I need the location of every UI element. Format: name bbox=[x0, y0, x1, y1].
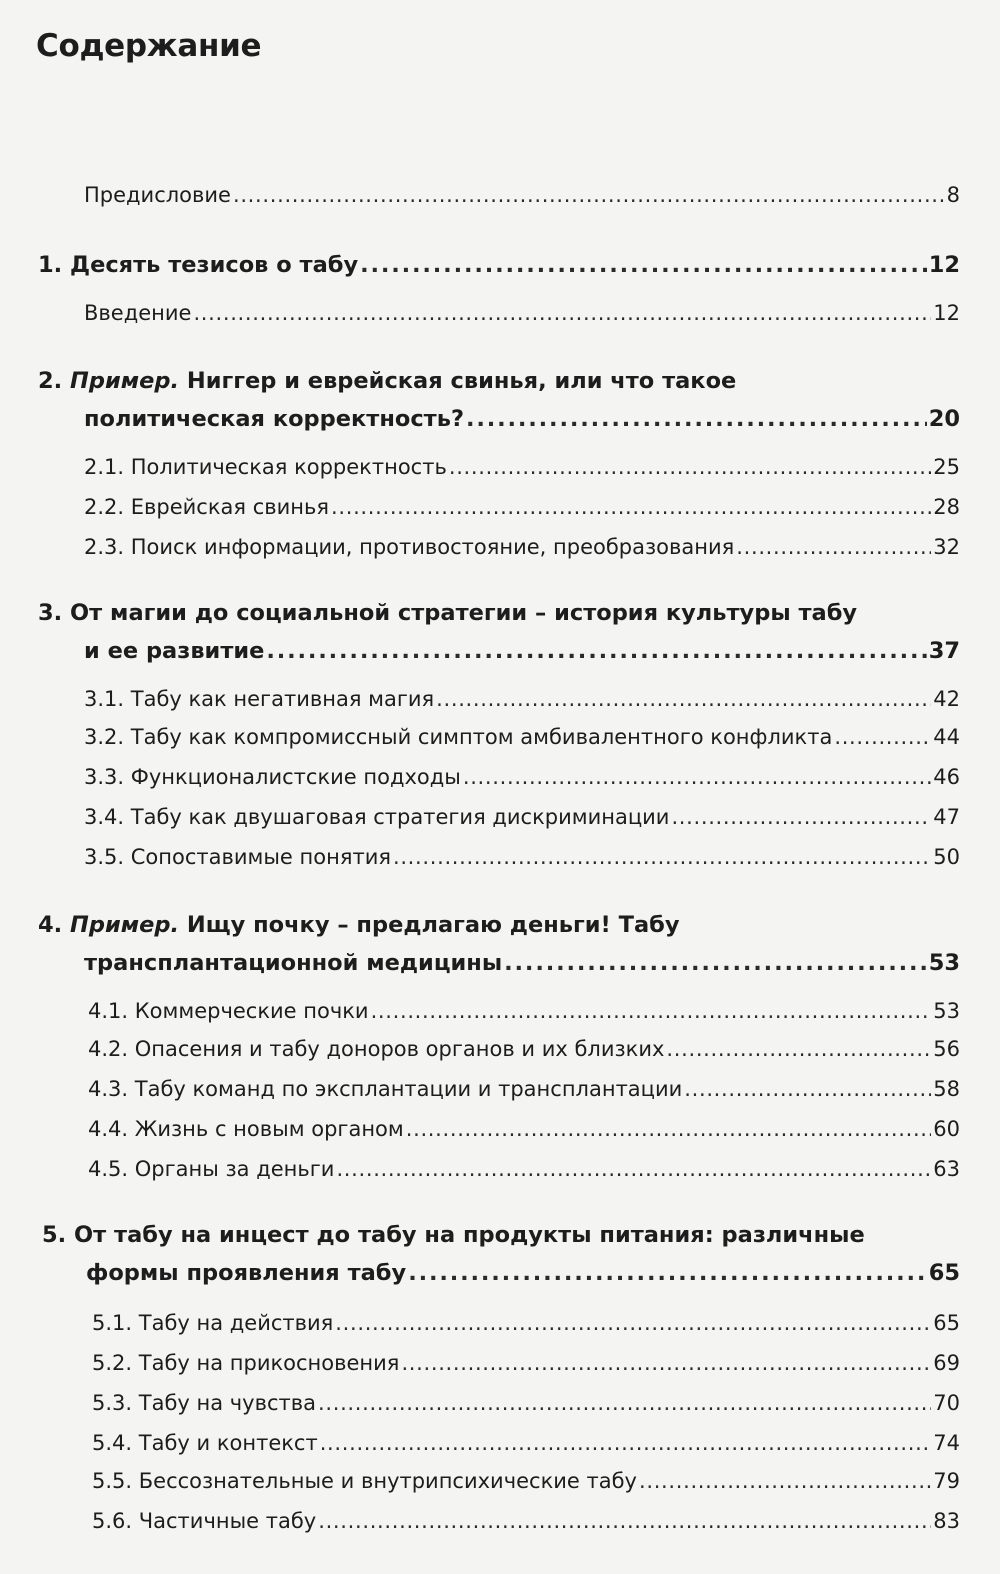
entry-label: 4.5. Органы за деньги bbox=[88, 1157, 335, 1181]
toc-entry-preface[interactable] bbox=[84, 182, 960, 208]
toc-section[interactable] bbox=[84, 724, 960, 750]
toc-chapter-4[interactable] bbox=[84, 950, 960, 976]
entry-label: 5.3. Табу на чувства bbox=[92, 1391, 317, 1415]
entry-label: Введение bbox=[84, 301, 192, 325]
entry-page: 74 bbox=[933, 1431, 960, 1455]
entry-label: 5.1. Табу на действия bbox=[92, 1311, 334, 1335]
entry-page: 25 bbox=[933, 455, 960, 479]
entry-page: 65 bbox=[933, 1311, 960, 1335]
chapter-title-line2: политическая корректность? bbox=[84, 406, 465, 432]
entry-page: 32 bbox=[933, 535, 960, 559]
entry-label: 5.5. Бессознательные и внутрипсихические табу bbox=[92, 1469, 637, 1493]
toc-chapter-3[interactable] bbox=[84, 638, 960, 664]
entry-page: 63 bbox=[933, 1157, 960, 1181]
toc-section[interactable] bbox=[92, 1468, 960, 1494]
toc-section[interactable] bbox=[84, 804, 960, 830]
toc-section[interactable] bbox=[84, 534, 960, 560]
entry-page: 42 bbox=[933, 687, 960, 711]
entry-page: 70 bbox=[933, 1391, 960, 1415]
toc-chapter-5-line1[interactable] bbox=[42, 1222, 865, 1248]
toc-chapter-2[interactable] bbox=[84, 406, 960, 432]
entry-label: 4.3. Табу команд по эксплантации и трансплантации bbox=[88, 1077, 683, 1101]
example-label: Пример. bbox=[70, 368, 180, 394]
entry-page: 12 bbox=[933, 301, 960, 325]
chapter-title-line1: Ищу почку – предлагаю деньги! Табу bbox=[186, 912, 680, 938]
entry-page: 58 bbox=[933, 1077, 960, 1101]
toc-section[interactable] bbox=[84, 686, 960, 712]
entry-page: 69 bbox=[933, 1351, 960, 1375]
entry-label: 5.4. Табу и контекст bbox=[92, 1431, 318, 1455]
entry-page: 28 bbox=[933, 495, 960, 519]
entry-page: 46 bbox=[933, 765, 960, 789]
entry-page: 56 bbox=[933, 1037, 960, 1061]
entry-page: 79 bbox=[933, 1469, 960, 1493]
entry-label: 4.4. Жизнь с новым органом bbox=[88, 1117, 404, 1141]
chapter-number: 4. bbox=[38, 912, 63, 938]
toc-section[interactable] bbox=[84, 494, 960, 520]
chapter-number: 5. bbox=[42, 1222, 67, 1248]
entry-page: 47 bbox=[933, 805, 960, 829]
toc-chapter-1[interactable] bbox=[38, 252, 960, 278]
toc-section[interactable] bbox=[84, 300, 960, 326]
entry-label: 5.6. Частичные табу bbox=[92, 1509, 317, 1533]
toc-section[interactable] bbox=[84, 454, 960, 480]
entry-page: 20 bbox=[928, 406, 960, 432]
toc-section[interactable] bbox=[84, 844, 960, 870]
entry-label: 2.1. Политическая корректность bbox=[84, 455, 447, 479]
entry-page: 65 bbox=[928, 1260, 960, 1286]
chapter-title: Десять тезисов о табу bbox=[70, 252, 359, 278]
toc-section[interactable] bbox=[88, 1156, 960, 1182]
entry-label: 4.1. Коммерческие почки bbox=[88, 999, 369, 1023]
chapter-number: 1. bbox=[38, 252, 63, 278]
toc-section[interactable] bbox=[92, 1390, 960, 1416]
chapter-title-line1: Ниггер и еврейская свинья, или что такое bbox=[186, 368, 737, 394]
entry-label: 3.4. Табу как двушаговая стратегия дискриминации bbox=[84, 805, 670, 829]
entry-label: 2.2. Еврейская свинья bbox=[84, 495, 330, 519]
example-label: Пример. bbox=[70, 912, 180, 938]
entry-label: Предисловие bbox=[84, 183, 231, 207]
toc-section[interactable] bbox=[92, 1350, 960, 1376]
chapter-title-line2: формы проявления табу bbox=[86, 1260, 407, 1286]
entry-label: 2.3. Поиск информации, противостояние, преобразования bbox=[84, 535, 735, 559]
page-title: Содержание bbox=[36, 28, 262, 64]
entry-label: 3.2. Табу как компромиссный симптом амбивалентного конфликта bbox=[84, 725, 833, 749]
entry-page: 44 bbox=[933, 725, 960, 749]
entry-page: 53 bbox=[928, 950, 960, 976]
entry-page: 8 bbox=[946, 183, 960, 207]
entry-page: 12 bbox=[928, 252, 960, 278]
toc-section[interactable] bbox=[88, 1076, 960, 1102]
entry-page: 37 bbox=[928, 638, 960, 664]
entry-page: 83 bbox=[933, 1509, 960, 1533]
chapter-number: 3. bbox=[38, 600, 63, 626]
toc-chapter-3-line1[interactable] bbox=[38, 600, 857, 626]
entry-page: 50 bbox=[933, 845, 960, 869]
toc-section[interactable] bbox=[84, 764, 960, 790]
entry-label: 5.2. Табу на прикосновения bbox=[92, 1351, 400, 1375]
toc-section[interactable] bbox=[92, 1508, 960, 1534]
toc-section[interactable] bbox=[88, 998, 960, 1024]
entry-label: 3.1. Табу как негативная магия bbox=[84, 687, 435, 711]
chapter-title-line1: От табу на инцест до табу на продукты питания: различные bbox=[74, 1222, 865, 1248]
entry-label: 3.5. Сопоставимые понятия bbox=[84, 845, 391, 869]
toc-chapter-5[interactable] bbox=[86, 1260, 960, 1286]
entry-label: 3.3. Функционалистские подходы bbox=[84, 765, 461, 789]
chapter-title-line1: От магии до социальной стратегии – история культуры табу bbox=[70, 600, 858, 626]
toc-chapter-2-line1[interactable] bbox=[38, 368, 736, 394]
toc-section[interactable] bbox=[88, 1036, 960, 1062]
entry-label: 4.2. Опасения и табу доноров органов и их близких bbox=[88, 1037, 665, 1061]
entry-page: 53 bbox=[933, 999, 960, 1023]
entry-page: 60 bbox=[933, 1117, 960, 1141]
chapter-number: 2. bbox=[38, 368, 63, 394]
toc-chapter-4-line1[interactable] bbox=[38, 912, 680, 938]
toc-section[interactable] bbox=[88, 1116, 960, 1142]
toc-section[interactable] bbox=[92, 1430, 960, 1456]
chapter-title-line2: трансплантационной медицины bbox=[84, 950, 503, 976]
chapter-title-line2: и ее развитие bbox=[84, 638, 265, 664]
toc-section[interactable] bbox=[92, 1310, 960, 1336]
